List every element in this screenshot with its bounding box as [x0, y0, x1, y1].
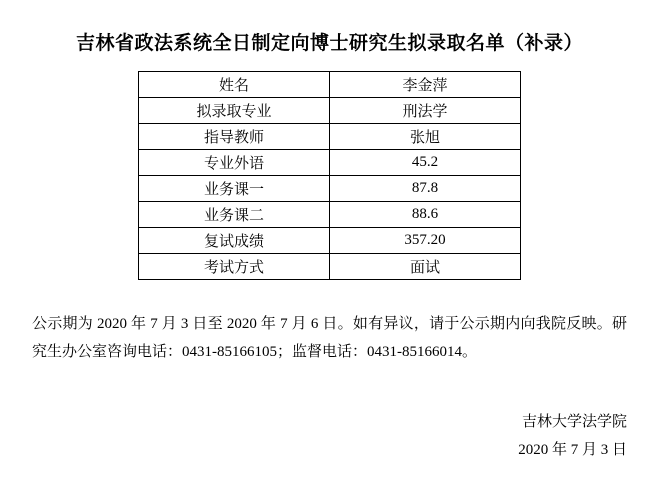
signature-date: 2020 年 7 月 3 日 [518, 442, 627, 458]
table-body [139, 72, 521, 280]
admission-table [138, 71, 521, 280]
row-label: 拟录取专业 [139, 98, 330, 124]
row-label: 考试方式 [139, 254, 330, 280]
table-row [139, 150, 521, 176]
row-value: 刑法学 [330, 98, 521, 124]
row-value: 李金萍 [330, 72, 521, 98]
row-value: 面试 [330, 254, 521, 280]
row-label: 复试成绩 [139, 228, 330, 254]
table-row [139, 124, 521, 150]
signature-block [0, 408, 627, 464]
row-label: 业务课一 [139, 176, 330, 202]
table-row [139, 254, 521, 280]
admission-table-wrapper [0, 71, 659, 280]
table-row [139, 176, 521, 202]
row-value: 357.20 [330, 228, 521, 254]
table-row [139, 98, 521, 124]
table-row [139, 202, 521, 228]
notice-paragraph: 公示期为 2020 年 7 月 3 日至 2020 年 7 月 6 日。如有异议，请于公示期内向我院反映。研究生办公室咨询电话：0431-85166105；监督电话：0431-85166014。 [32, 316, 627, 360]
signature-organization: 吉林大学法学院 [521, 414, 627, 430]
row-label: 指导教师 [139, 124, 330, 150]
table-row [139, 72, 521, 98]
row-value: 张旭 [330, 124, 521, 150]
row-label: 专业外语 [139, 150, 330, 176]
row-value: 88.6 [330, 202, 521, 228]
document-page [0, 28, 659, 488]
table-row [139, 228, 521, 254]
row-label: 姓名 [139, 72, 330, 98]
page-title: 吉林省政法系统全日制定向博士研究生拟录取名单（补录） [75, 33, 583, 54]
row-label: 业务课二 [139, 202, 330, 228]
row-value: 45.2 [330, 150, 521, 176]
row-value: 87.8 [330, 176, 521, 202]
